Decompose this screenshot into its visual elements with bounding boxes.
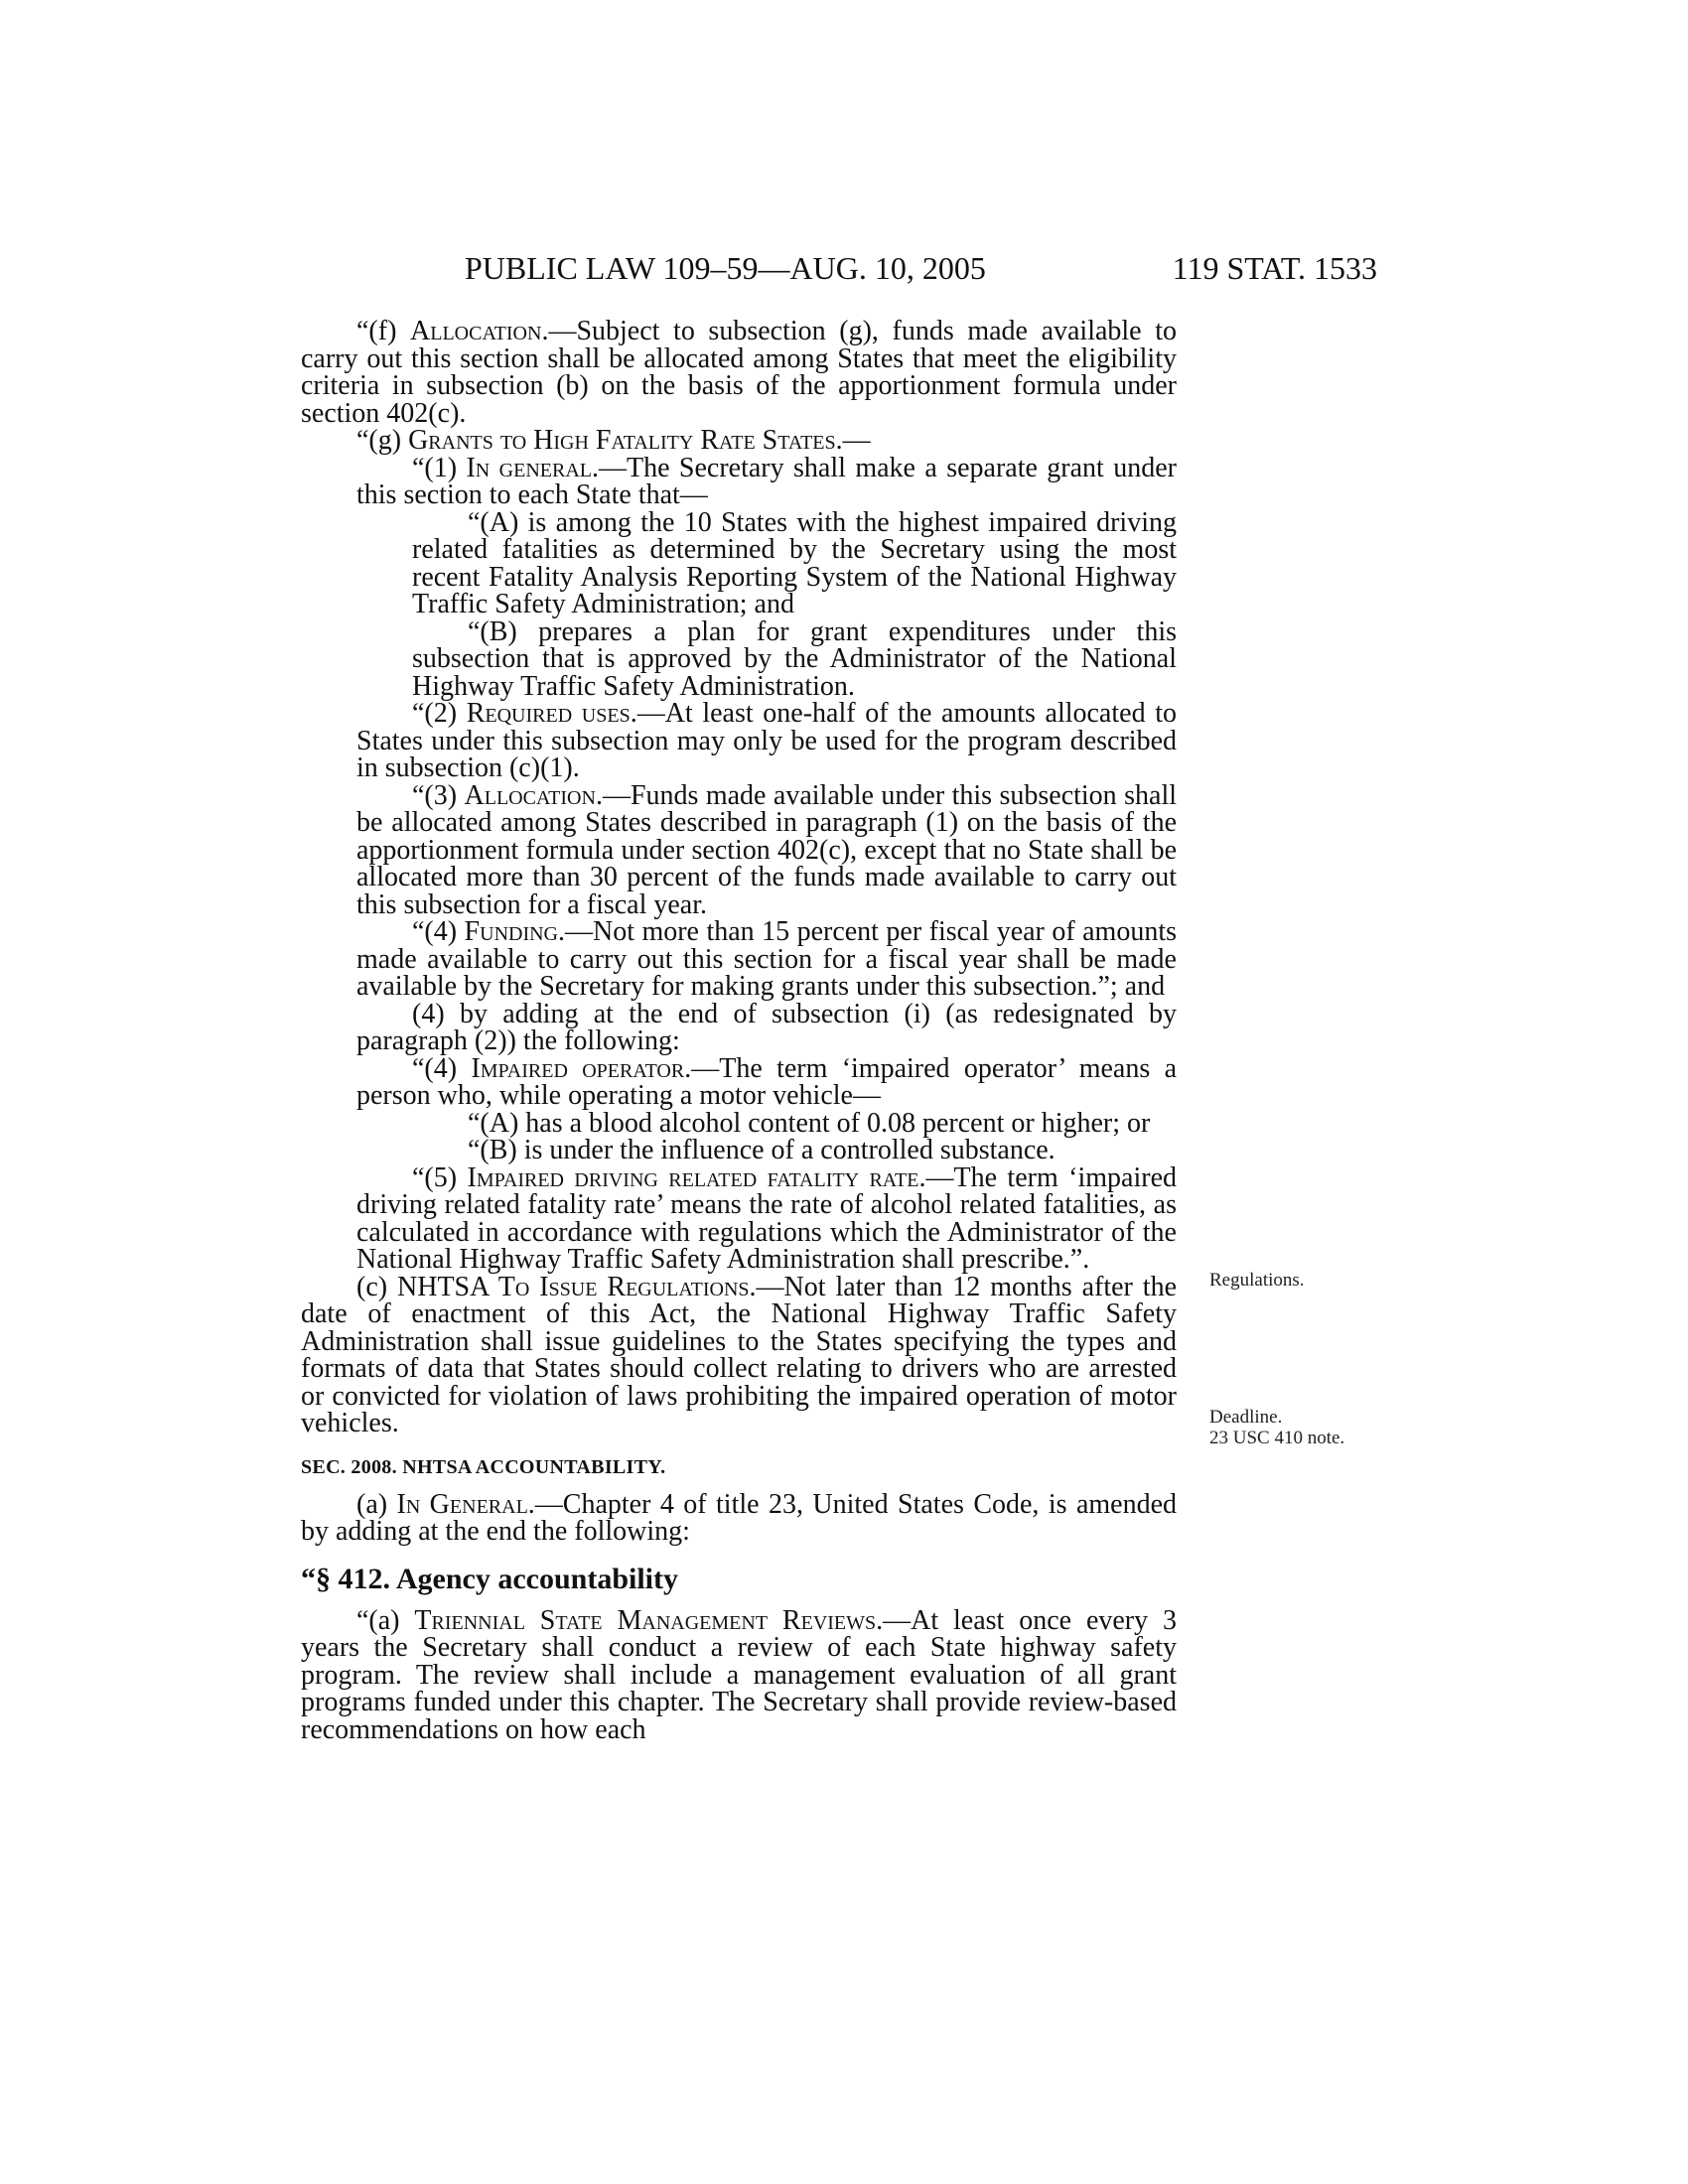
margin-note-regulations: Regulations. xyxy=(1209,1270,1305,1291)
subparagraph-g-1-A: “(A) is among the 10 States with the highest impaired driving related fatalities as determined by the Secretary using the most recent Fatality Analysis Reporting System of the National Highway Traffic Safety Administration; and xyxy=(412,506,1177,619)
subsection-f: “(f) Allocation.—Subject to subsection (g), funds made available to carry out this section shall be allocated among States that meet the eligibility criteria in subsection (b) on the basis of the apportionment formula under section 402(c). xyxy=(301,316,1177,429)
document-body xyxy=(301,318,1177,1743)
paragraph-g-3: “(3) Allocation.—Funds made available under this subsection shall be allocated among States described in paragraph (1) on the basis of the apportionment formula under section 402(c), except that no State shall be allocated more than 30 percent of the funds made available to carry out this subsection for a fiscal year. xyxy=(356,779,1178,920)
subsection-c: (c) NHTSA To Issue Regulations.—Not later than 12 months after the date of enactment of this Act, the National Highway Traffic Safety Administration shall issue guidelines to the States specifying the types and formats of data that States should collect relating to drivers who are arrested or convicted for violation of laws prohibiting the impaired operation of motor vehicles. xyxy=(301,1271,1178,1438)
definition-4-A: “(A) has a blood alcohol content of 0.08 percent or higher; or xyxy=(468,1107,1151,1139)
subparagraph-g-1-B: “(B) prepares a plan for grant expenditures under this subsection that is approved by the Administrator of the National Highway Traffic Safety Administration. xyxy=(412,615,1177,702)
definition-4-B: “(B) is under the influence of a controlled substance. xyxy=(468,1135,1055,1165)
statute-reference: 119 STAT. 1533 xyxy=(1172,250,1377,286)
subsection-412-a: “(a) Triennial State Management Reviews.—At least once every 3 years the Secretary shall conduct a review of each State highway safety program. The review shall include a management evaluation of all grant programs funded under this chapter. The Secretary shall provide review-based recommendations on how each xyxy=(301,1604,1177,1745)
paragraph-g-2: “(2) Required uses.—At least one-half of the amounts allocated to States under this subsection may only be used for the program described in subsection (c)(1). xyxy=(356,698,1177,783)
amendment-4: (4) by adding at the end of subsection (i) (as redesignated by paragraph (2)) the following: xyxy=(356,998,1177,1056)
paragraph-g-4: “(4) Funding.—Not more than 15 percent per fiscal year of amounts made available to carry out this section for a fiscal year shall be made available by the Secretary for making grants under this subsection.”; and xyxy=(356,916,1178,1002)
page-header xyxy=(298,248,1377,288)
paragraph-g-1: “(1) In general.—The Secretary shall make a separate grant under this section to each State that— xyxy=(356,452,1177,510)
subsection-g-heading: “(g) Grants to High Fatality Rate States.— xyxy=(356,425,871,456)
subsection-a: (a) In General.—Chapter 4 of title 23, United States Code, is amended by adding at the end the following: xyxy=(301,1488,1178,1547)
margin-note-deadline: Deadline. xyxy=(1209,1407,1283,1428)
definition-5: “(5) Impaired driving related fatality rate.—The term ‘impaired driving related fatality rate’ means the rate of alcohol related fatalities, as calculated in accordance with regulations which the Administrator of the National Highway Traffic Safety Administration shall prescribe.”. xyxy=(356,1161,1177,1275)
margin-note-usc: 23 USC 410 note. xyxy=(1209,1428,1345,1448)
running-head: PUBLIC LAW 109–59—AUG. 10, 2005 xyxy=(465,250,986,286)
section-heading: SEC. 2008. NHTSA ACCOUNTABILITY. xyxy=(301,1455,666,1478)
definition-4: “(4) Impaired operator.—The term ‘impaired operator’ means a person who, while operating a motor vehicle— xyxy=(356,1052,1178,1111)
section-title: “§ 412. Agency accountability xyxy=(301,1562,678,1595)
